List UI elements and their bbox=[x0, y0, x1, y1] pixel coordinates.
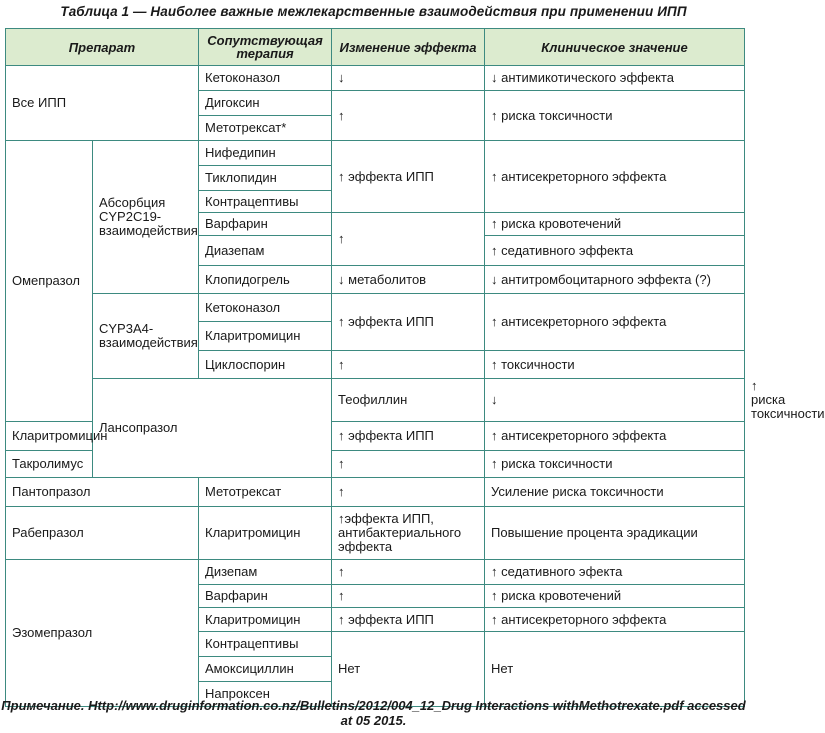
footnote: Примечание. Http://www.druginformation.co.nz/Bulletins/2012/004_12_Drug Interactions withMethotrexate.pdf accessed at 05 2015. bbox=[1, 698, 746, 728]
interactions-table bbox=[5, 28, 825, 707]
change-cell: ↓ bbox=[332, 66, 485, 91]
table-row bbox=[6, 507, 745, 560]
therapy-cell: Кетоконазол bbox=[199, 66, 332, 91]
significance-cell: Нет bbox=[485, 632, 745, 707]
therapy-cell: Контрацептивы bbox=[199, 632, 332, 657]
significance-cell: ↑ риска токсичности bbox=[485, 451, 745, 478]
significance-cell: ↓ антимикотического эффекта bbox=[485, 66, 745, 91]
table-row bbox=[6, 294, 745, 322]
therapy-cell: Напроксен bbox=[199, 682, 332, 707]
therapy-cell: Теофиллин bbox=[332, 379, 485, 422]
therapy-cell: Кларитромицин bbox=[6, 422, 93, 451]
therapy-cell: Кларитромицин bbox=[199, 608, 332, 632]
change-cell: ↑ эффекта ИПП bbox=[332, 422, 485, 451]
drug-cell: Омепразол bbox=[6, 141, 93, 422]
significance-cell: ↑ седативного эфекта bbox=[485, 560, 745, 585]
subgroup-cell: Абсорбция CYP2C19-взаимодействия bbox=[93, 141, 199, 294]
significance-cell: ↑ антисекреторного эффекта bbox=[485, 422, 745, 451]
therapy-cell: Варфарин bbox=[199, 585, 332, 608]
therapy-cell: Нифедипин bbox=[199, 141, 332, 166]
therapy-cell: Кетоконазол bbox=[199, 294, 332, 322]
significance-cell: ↑ седативного эффекта bbox=[485, 236, 745, 266]
therapy-cell: Диазепам bbox=[199, 236, 332, 266]
therapy-cell: Тиклопидин bbox=[199, 166, 332, 191]
significance-cell: ↑ риска кровотечений bbox=[485, 585, 745, 608]
therapy-cell: Дизепам bbox=[199, 560, 332, 585]
table-caption: Таблица 1 — Наиболее важные межлекарственные взаимодействия при применении ИПП bbox=[60, 4, 687, 19]
header-row bbox=[6, 29, 745, 66]
significance-cell: ↑ антисекреторного эффекта bbox=[485, 141, 745, 213]
change-cell: ↑ bbox=[332, 585, 485, 608]
change-cell: ↓ bbox=[485, 379, 745, 422]
significance-cell: ↓ антитромбоцитарного эффекта (?) bbox=[485, 266, 745, 294]
therapy-cell: Такролимус bbox=[6, 451, 93, 478]
change-cell: ↑ bbox=[332, 560, 485, 585]
change-cell: ↑ bbox=[332, 478, 485, 507]
subgroup-cell: CYP3A4-взаимодействия bbox=[93, 294, 199, 379]
header-change: Изменение эффекта bbox=[332, 29, 485, 66]
change-cell: ↑ bbox=[332, 351, 485, 379]
drug-cell: Рабепразол bbox=[6, 507, 199, 560]
change-cell: ↑ bbox=[332, 91, 485, 141]
therapy-cell: Кларитромицин bbox=[199, 507, 332, 560]
change-cell: ↑эффекта ИПП, антибактериального эффекта bbox=[332, 507, 485, 560]
drug-cell: Эзомепразол bbox=[6, 560, 199, 707]
header-drug: Препарат bbox=[6, 29, 199, 66]
table-row: Лансопразол Теофиллин ↓ ↑ риска токсичности bbox=[6, 379, 745, 422]
change-cell: ↑ эффекта ИПП bbox=[332, 608, 485, 632]
table-row bbox=[6, 66, 745, 91]
change-cell: ↑ эффекта ИПП bbox=[332, 141, 485, 213]
therapy-cell: Метотрексат* bbox=[199, 116, 332, 141]
therapy-cell: Метотрексат bbox=[199, 478, 332, 507]
significance-cell: Усиление риска токсичности bbox=[485, 478, 745, 507]
change-cell: Нет bbox=[332, 632, 485, 707]
change-cell: ↑ эффекта ИПП bbox=[332, 294, 485, 351]
significance-cell: ↑ риска токсичности bbox=[485, 91, 745, 141]
table-row bbox=[6, 141, 745, 166]
header-significance: Клиническое значение bbox=[485, 29, 745, 66]
therapy-cell: Кларитромицин bbox=[199, 322, 332, 351]
change-cell: ↑ bbox=[332, 451, 485, 478]
drug-cell: Пантопразол bbox=[6, 478, 199, 507]
therapy-cell: Дигоксин bbox=[199, 91, 332, 116]
therapy-cell: Клопидогрель bbox=[199, 266, 332, 294]
significance-cell: Повышение процента эрадикации bbox=[485, 507, 745, 560]
drug-cell: Лансопразол bbox=[93, 379, 332, 478]
significance-cell: ↑ антисекреторного эффекта bbox=[485, 294, 745, 351]
therapy-cell: Циклоспорин bbox=[199, 351, 332, 379]
table-row bbox=[6, 560, 745, 585]
significance-cell: ↑ токсичности bbox=[485, 351, 745, 379]
header-therapy: Сопутствующая терапия bbox=[199, 29, 332, 66]
significance-cell: ↑ риска кровотечений bbox=[485, 213, 745, 236]
therapy-cell: Варфарин bbox=[199, 213, 332, 236]
table-row bbox=[6, 478, 745, 507]
drug-cell: Все ИПП bbox=[6, 66, 199, 141]
change-cell: ↑ bbox=[332, 213, 485, 266]
significance-cell: ↑ антисекреторного эффекта bbox=[485, 608, 745, 632]
therapy-cell: Контрацептивы bbox=[199, 191, 332, 213]
change-cell: ↓ метаболитов bbox=[332, 266, 485, 294]
therapy-cell: Амоксициллин bbox=[199, 657, 332, 682]
